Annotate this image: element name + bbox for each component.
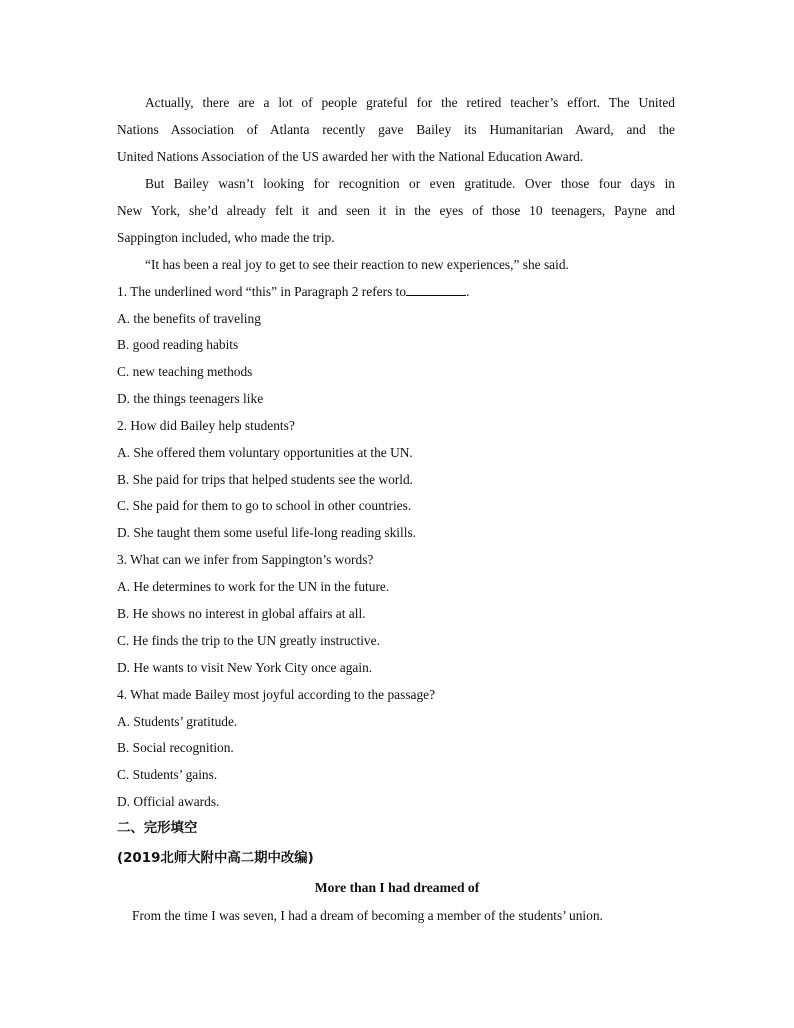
paragraph-3: “It has been a real joy to get to see their reaction to new experiences,” she said. <box>145 257 569 272</box>
paragraph-2-line-3: Sappington included, who made the trip. <box>117 230 335 245</box>
question-4-stem: 4. What made Bailey most joyful according to the passage? <box>117 687 436 702</box>
question-2-option-d: D. She taught them some useful life-long reading skills. <box>117 525 417 540</box>
question-1-option-b: B. good reading habits <box>117 337 239 352</box>
paragraph-1-line-3: United Nations Association of the US awarded her with the National Education Award. <box>117 149 584 164</box>
question-3-option-b: B. He shows no interest in global affairs at all. <box>117 606 366 621</box>
paragraph-1-line-2: Nations Association of Atlanta recently gave Bailey its Humanitarian Award, and the <box>117 122 675 137</box>
paragraph-2-line-2: New York, she’d already felt it and seen it in the eyes of those 10 teenagers, Payne and <box>117 203 675 218</box>
question-1-stem <box>117 283 469 301</box>
question-1-option-d: D. the things teenagers like <box>117 391 264 406</box>
paragraph-2-line-1: But Bailey wasn’t looking for recognition or even gratitude. Over those four days in <box>145 176 675 191</box>
question-4-option-c: C. Students’ gains. <box>117 767 218 782</box>
paragraph-1-line-1: Actually, there are a lot of people grateful for the retired teacher’s effort. The United <box>145 95 675 110</box>
section-source: (2019北师大附中高二期中改编) <box>117 851 314 866</box>
question-2-option-c: C. She paid for them to go to school in other countries. <box>117 498 412 513</box>
question-2-stem: 2. How did Bailey help students? <box>117 418 295 433</box>
section-heading: 二、完形填空 <box>117 821 198 836</box>
question-4-option-b: B. Social recognition. <box>117 740 234 755</box>
question-1-stem-end: . <box>466 284 470 299</box>
passage-first-line: From the time I was seven, I had a dream of becoming a member of the students’ union. <box>132 908 603 923</box>
question-3-option-d: D. He wants to visit New York City once again. <box>117 660 373 675</box>
question-1-option-c: C. new teaching methods <box>117 364 253 379</box>
question-3-option-c: C. He finds the trip to the UN greatly instructive. <box>117 633 380 648</box>
passage-title: More than I had dreamed of <box>314 880 480 895</box>
question-1-stem-text: 1. The underlined word “this” in Paragraph 2 refers to <box>117 284 407 299</box>
question-2-option-a: A. She offered them voluntary opportunities at the UN. <box>117 445 413 460</box>
question-1-option-a: A. the benefits of traveling <box>117 311 261 326</box>
question-3-stem: 3. What can we infer from Sappington’s words? <box>117 552 374 567</box>
question-3-option-a: A. He determines to work for the UN in the future. <box>117 579 390 594</box>
question-2-option-b: B. She paid for trips that helped students see the world. <box>117 472 414 487</box>
question-4-option-a: A. Students’ gratitude. <box>117 714 238 729</box>
question-4-option-d: D. Official awards. <box>117 794 220 809</box>
answer-blank <box>406 283 466 296</box>
